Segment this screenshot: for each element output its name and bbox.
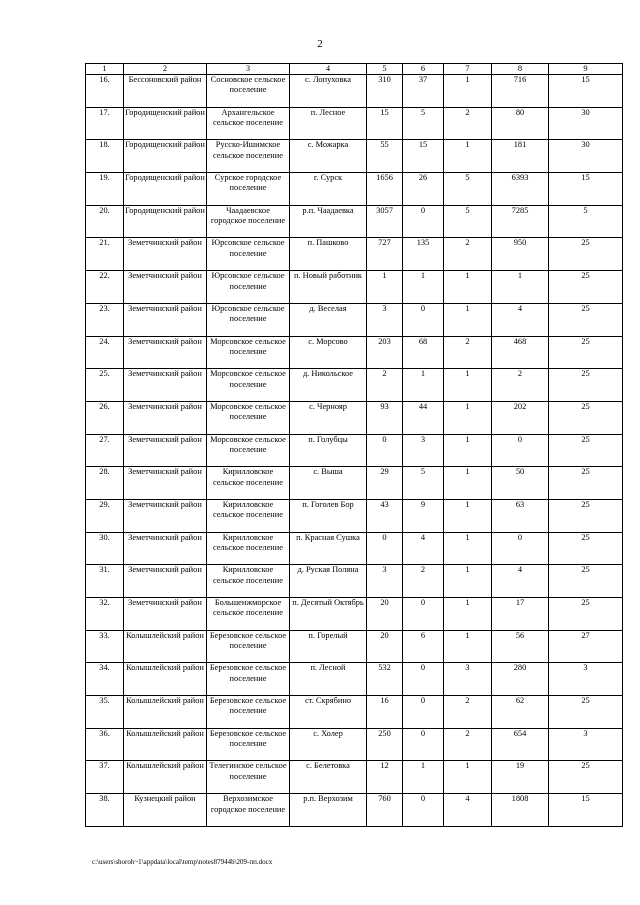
table-row [86,271,623,304]
header-row [86,64,623,75]
value-col5: 93 [367,401,403,434]
value-col5: 3 [367,565,403,598]
district-cell: Земетчинский район [124,238,207,271]
row-number: 25. [86,369,124,402]
district-cell: Колышлейский район [124,696,207,729]
table-row [86,369,623,402]
value-col7: 2 [444,728,492,761]
locality-cell: с. Лопуховка [290,75,367,108]
value-col9: 25 [549,401,623,434]
value-col8: 468 [492,336,549,369]
value-col5: 250 [367,728,403,761]
table-row [86,107,623,140]
district-cell: Кузнецкий район [124,794,207,827]
value-col7: 1 [444,761,492,794]
table-row [86,238,623,271]
row-number: 22. [86,271,124,304]
row-number: 27. [86,434,124,467]
district-cell: Колышлейский район [124,663,207,696]
value-col9: 25 [549,271,623,304]
district-cell: Бессоновский район [124,75,207,108]
value-col5: 532 [367,663,403,696]
value-col9: 15 [549,794,623,827]
district-cell: Земетчинский район [124,598,207,631]
value-col5: 203 [367,336,403,369]
value-col9: 25 [549,303,623,336]
value-col8: 202 [492,401,549,434]
row-number: 36. [86,728,124,761]
table-row [86,761,623,794]
value-col8: 50 [492,467,549,500]
value-col8: 0 [492,434,549,467]
column-header: 4 [290,64,367,75]
table-row [86,794,623,827]
district-cell: Земетчинский район [124,499,207,532]
value-col5: 20 [367,630,403,663]
district-cell: Земетчинский район [124,565,207,598]
settlement-municipality-cell: Морсовское сельское поселение [207,434,290,467]
value-col9: 25 [549,696,623,729]
locality-cell: с. Чернояр [290,401,367,434]
value-col6: 5 [403,467,444,500]
value-col6: 37 [403,75,444,108]
value-col6: 3 [403,434,444,467]
settlement-municipality-cell: Морсовское сельское поселение [207,336,290,369]
value-col8: 950 [492,238,549,271]
table-row [86,696,623,729]
settlement-municipality-cell: Сурское городское поселение [207,173,290,206]
value-col9: 3 [549,728,623,761]
table-row [86,598,623,631]
value-col8: 716 [492,75,549,108]
value-col9: 30 [549,140,623,173]
row-number: 28. [86,467,124,500]
settlement-municipality-cell: Юрсовское сельское поселение [207,303,290,336]
value-col7: 1 [444,499,492,532]
value-col5: 55 [367,140,403,173]
value-col9: 5 [549,205,623,238]
value-col6: 6 [403,630,444,663]
settlement-municipality-cell: Верхозимское городское поселение [207,794,290,827]
value-col6: 135 [403,238,444,271]
locality-cell: п. Десятый Октябрь [290,598,367,631]
value-col7: 2 [444,107,492,140]
locality-cell: с. Морсово [290,336,367,369]
district-cell: Земетчинский район [124,434,207,467]
value-col8: 56 [492,630,549,663]
district-cell: Колышлейский район [124,761,207,794]
value-col9: 3 [549,663,623,696]
district-cell: Городищенский район [124,107,207,140]
locality-cell: п. Лесное [290,107,367,140]
row-number: 33. [86,630,124,663]
column-header: 5 [367,64,403,75]
settlement-municipality-cell: Большеижморское сельское поселение [207,598,290,631]
row-number: 18. [86,140,124,173]
column-header: 6 [403,64,444,75]
value-col8: 17 [492,598,549,631]
settlement-municipality-cell: Кирилловское сельское поселение [207,467,290,500]
district-cell: Земетчинский район [124,271,207,304]
table-row [86,140,623,173]
value-col6: 5 [403,107,444,140]
settlement-municipality-cell: Морсовское сельское поселение [207,401,290,434]
table-body [86,75,623,827]
value-col9: 15 [549,75,623,108]
value-col9: 25 [549,336,623,369]
table-row [86,303,623,336]
value-col7: 1 [444,401,492,434]
value-col6: 0 [403,598,444,631]
value-col6: 4 [403,532,444,565]
value-col5: 3 [367,303,403,336]
column-header: 2 [124,64,207,75]
value-col7: 1 [444,630,492,663]
locality-cell: п. Голубцы [290,434,367,467]
table-row [86,467,623,500]
locality-cell: п. Гоголев Бор [290,499,367,532]
table-row [86,499,623,532]
column-header: 7 [444,64,492,75]
value-col9: 27 [549,630,623,663]
value-col9: 25 [549,238,623,271]
row-number: 38. [86,794,124,827]
value-col5: 20 [367,598,403,631]
value-col5: 3057 [367,205,403,238]
locality-cell: д. Веселая [290,303,367,336]
row-number: 16. [86,75,124,108]
row-number: 21. [86,238,124,271]
value-col7: 2 [444,336,492,369]
value-col7: 1 [444,303,492,336]
locality-cell: с. Можарка [290,140,367,173]
value-col8: 0 [492,532,549,565]
settlement-municipality-cell: Юрсовское сельское поселение [207,238,290,271]
value-col5: 727 [367,238,403,271]
settlement-municipality-cell: Березовское сельское поселение [207,663,290,696]
value-col5: 1 [367,271,403,304]
settlement-municipality-cell: Березовское сельское поселение [207,728,290,761]
value-col9: 30 [549,107,623,140]
table-row [86,205,623,238]
row-number: 35. [86,696,124,729]
settlement-municipality-cell: Кирилловское сельское поселение [207,565,290,598]
value-col6: 0 [403,696,444,729]
value-col7: 1 [444,565,492,598]
value-col8: 654 [492,728,549,761]
value-col9: 25 [549,434,623,467]
value-col7: 2 [444,238,492,271]
value-col7: 2 [444,696,492,729]
value-col8: 19 [492,761,549,794]
value-col6: 2 [403,565,444,598]
value-col5: 760 [367,794,403,827]
value-col6: 0 [403,303,444,336]
row-number: 26. [86,401,124,434]
locality-cell: с. Холер [290,728,367,761]
settlement-municipality-cell: Телегинское сельское поселение [207,761,290,794]
settlement-municipality-cell: Морсовское сельское поселение [207,369,290,402]
value-col5: 43 [367,499,403,532]
value-col6: 0 [403,794,444,827]
locality-cell: п. Красная Сушка [290,532,367,565]
settlement-municipality-cell: Юрсовское сельское поселение [207,271,290,304]
value-col8: 6393 [492,173,549,206]
value-col8: 4 [492,303,549,336]
table-row [86,173,623,206]
table-row [86,434,623,467]
value-col7: 1 [444,75,492,108]
value-col8: 63 [492,499,549,532]
locality-cell: с. Выша [290,467,367,500]
locality-cell: р.п. Чаадаевка [290,205,367,238]
value-col6: 15 [403,140,444,173]
value-col7: 1 [444,467,492,500]
settlement-municipality-cell: Сосновское сельское поселение [207,75,290,108]
value-col6: 9 [403,499,444,532]
value-col9: 25 [549,565,623,598]
locality-cell: п. Горелый [290,630,367,663]
column-header: 3 [207,64,290,75]
value-col5: 0 [367,532,403,565]
value-col5: 15 [367,107,403,140]
row-number: 34. [86,663,124,696]
value-col9: 15 [549,173,623,206]
district-cell: Земетчинский район [124,303,207,336]
value-col7: 1 [444,369,492,402]
value-col6: 0 [403,663,444,696]
value-col6: 26 [403,173,444,206]
value-col7: 5 [444,205,492,238]
value-col7: 1 [444,434,492,467]
row-number: 29. [86,499,124,532]
row-number: 37. [86,761,124,794]
settlement-municipality-cell: Березовское сельское поселение [207,630,290,663]
locality-cell: д. Никольское [290,369,367,402]
district-cell: Городищенский район [124,140,207,173]
value-col6: 0 [403,728,444,761]
column-header: 1 [86,64,124,75]
district-cell: Колышлейский район [124,728,207,761]
locality-cell: ст. Скрябино [290,696,367,729]
locality-cell: п. Лесной [290,663,367,696]
value-col7: 1 [444,271,492,304]
value-col8: 2 [492,369,549,402]
row-number: 23. [86,303,124,336]
value-col5: 29 [367,467,403,500]
settlement-municipality-cell: Кирилловское сельское поселение [207,499,290,532]
column-header: 9 [549,64,623,75]
page-number: 2 [317,38,323,50]
row-number: 30. [86,532,124,565]
district-cell: Земетчинский район [124,401,207,434]
value-col9: 25 [549,499,623,532]
value-col7: 3 [444,663,492,696]
value-col7: 1 [444,532,492,565]
value-col8: 80 [492,107,549,140]
value-col9: 25 [549,532,623,565]
district-cell: Колышлейский район [124,630,207,663]
row-number: 31. [86,565,124,598]
value-col6: 1 [403,761,444,794]
table-row [86,75,623,108]
locality-cell: г. Сурск [290,173,367,206]
table-row [86,401,623,434]
table-row [86,565,623,598]
column-header: 8 [492,64,549,75]
district-cell: Земетчинский район [124,336,207,369]
value-col7: 5 [444,173,492,206]
value-col5: 310 [367,75,403,108]
value-col8: 4 [492,565,549,598]
district-cell: Земетчинский район [124,532,207,565]
file-path-footer: c:\users\shoroh~1\appdata\local\temp\notes87944b\209-пп.docx [92,858,273,866]
district-cell: Городищенский район [124,205,207,238]
locality-cell: п. Новый работник [290,271,367,304]
value-col6: 0 [403,205,444,238]
settlements-table [85,63,623,827]
table-row [86,663,623,696]
row-number: 20. [86,205,124,238]
value-col5: 2 [367,369,403,402]
value-col6: 44 [403,401,444,434]
table-row [86,532,623,565]
settlement-municipality-cell: Русско-Ишимское сельское поселение [207,140,290,173]
locality-cell: р.п. Верхозим [290,794,367,827]
row-number: 32. [86,598,124,631]
value-col9: 25 [549,598,623,631]
row-number: 24. [86,336,124,369]
value-col8: 280 [492,663,549,696]
value-col8: 62 [492,696,549,729]
locality-cell: д. Руская Поляна [290,565,367,598]
district-cell: Земетчинский район [124,467,207,500]
value-col9: 25 [549,369,623,402]
locality-cell: с. Белетовка [290,761,367,794]
value-col9: 25 [549,467,623,500]
value-col7: 4 [444,794,492,827]
value-col7: 1 [444,598,492,631]
settlement-municipality-cell: Архангельское сельское поселение [207,107,290,140]
table-row [86,728,623,761]
locality-cell: п. Пашково [290,238,367,271]
value-col5: 16 [367,696,403,729]
row-number: 17. [86,107,124,140]
value-col5: 12 [367,761,403,794]
value-col6: 1 [403,271,444,304]
value-col8: 7285 [492,205,549,238]
value-col5: 0 [367,434,403,467]
value-col5: 1656 [367,173,403,206]
value-col8: 1 [492,271,549,304]
value-col6: 68 [403,336,444,369]
table-row [86,336,623,369]
district-cell: Земетчинский район [124,369,207,402]
district-cell: Городищенский район [124,173,207,206]
value-col6: 1 [403,369,444,402]
table-row [86,630,623,663]
value-col8: 1808 [492,794,549,827]
row-number: 19. [86,173,124,206]
settlement-municipality-cell: Чаадаевское городское поселение [207,205,290,238]
settlement-municipality-cell: Кирилловское сельское поселение [207,532,290,565]
value-col9: 25 [549,761,623,794]
settlement-municipality-cell: Березовское сельское поселение [207,696,290,729]
value-col7: 1 [444,140,492,173]
value-col8: 181 [492,140,549,173]
